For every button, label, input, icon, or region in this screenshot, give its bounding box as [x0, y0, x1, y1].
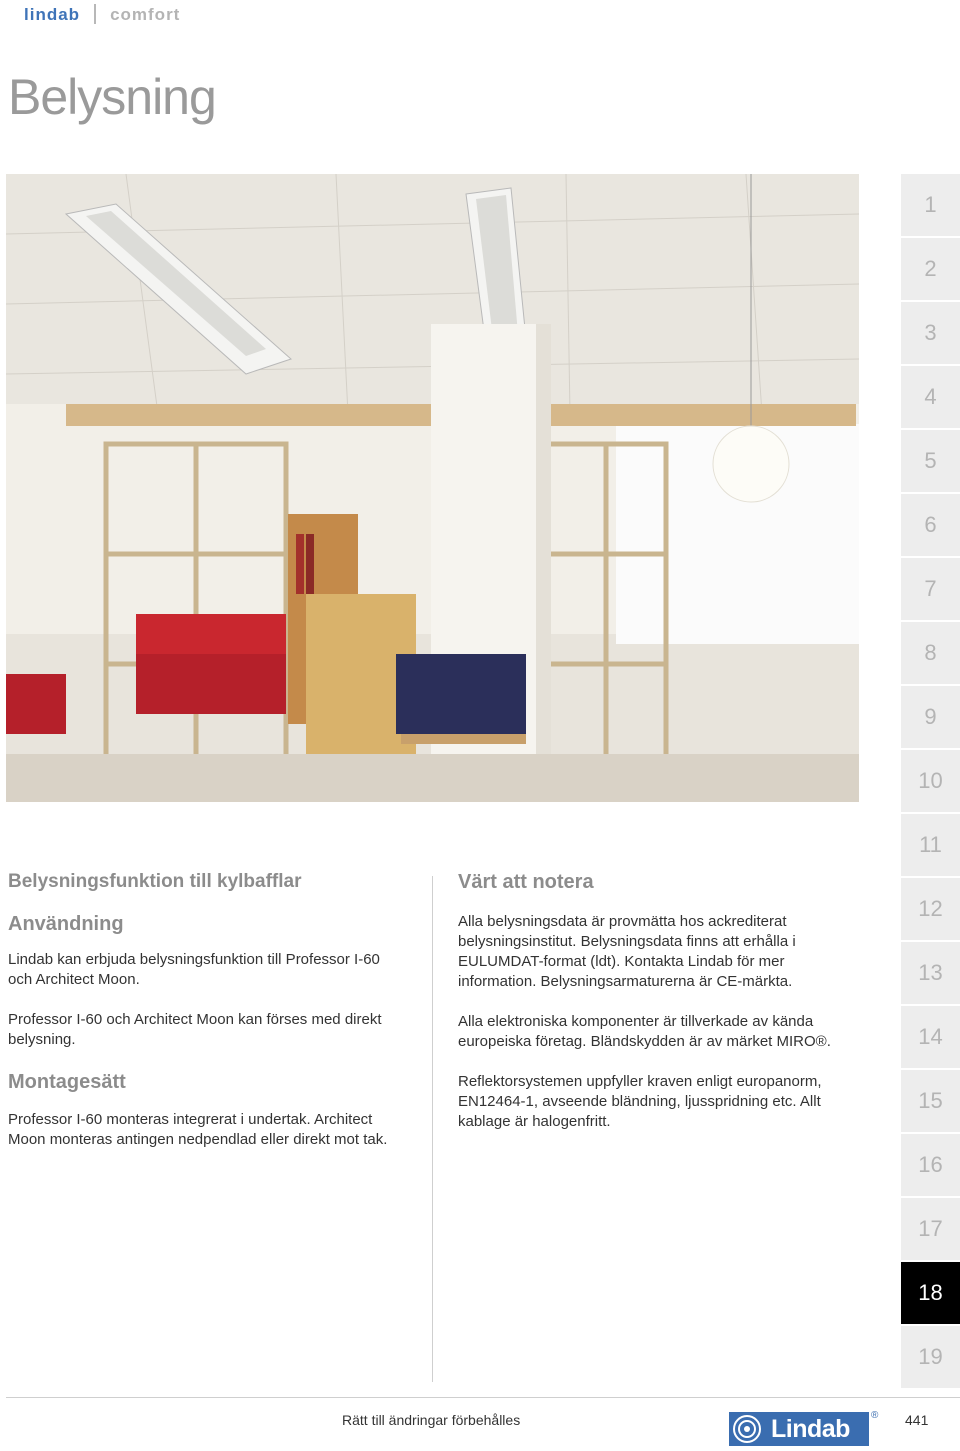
- chapter-tab-17[interactable]: 17: [901, 1198, 960, 1260]
- mounting-paragraph: Professor I-60 monteras integrerat i undertak. Architect Moon monteras antingen nedpendlad eller direkt mot tak.: [8, 1111, 388, 1148]
- notes-paragraph-2: Alla elektroniska komponenter är tillverkade av kända europeiska företag. Bländskydden är av märket MIRO®.: [458, 1013, 831, 1050]
- chapter-tab-13[interactable]: 13: [901, 942, 960, 1004]
- chapter-tabs: [901, 174, 960, 1390]
- column-divider: [432, 876, 433, 1382]
- lindab-logo-icon: [729, 1412, 765, 1446]
- brand-separator: [94, 4, 96, 24]
- office-photo: [6, 174, 859, 802]
- chapter-tab-14[interactable]: 14: [901, 1006, 960, 1068]
- notes-paragraph-3: Reflektorsystemen uppfyller kraven enligt europanorm, EN12464-1, avseende bländning, ljusspridning etc. Allt kablage är halogenfritt.: [458, 1073, 822, 1130]
- chapter-tab-15[interactable]: 15: [901, 1070, 960, 1132]
- brand-header: [24, 4, 180, 25]
- mounting-heading: Montagesätt: [8, 1071, 126, 1093]
- chapter-tab-1[interactable]: 1: [901, 174, 960, 236]
- chapter-tab-8[interactable]: 8: [901, 622, 960, 684]
- usage-paragraph-2: Professor I-60 och Architect Moon kan förses med direkt belysning.: [8, 1011, 382, 1048]
- section-name: comfort: [110, 5, 181, 24]
- page-number: 441: [905, 1412, 929, 1428]
- chapter-tab-11[interactable]: 11: [901, 814, 960, 876]
- chapter-tab-6[interactable]: 6: [901, 494, 960, 556]
- chapter-tab-9[interactable]: 9: [901, 686, 960, 748]
- left-column: [8, 872, 408, 1150]
- chapter-tab-3[interactable]: 3: [901, 302, 960, 364]
- footer-divider: [6, 1397, 960, 1398]
- chapter-tab-5[interactable]: 5: [901, 430, 960, 492]
- footer-notice: Rätt till ändringar förbehålles: [342, 1412, 521, 1428]
- registered-mark: ®: [871, 1410, 879, 1421]
- chapter-tab-16[interactable]: 16: [901, 1134, 960, 1196]
- chapter-tab-7[interactable]: 7: [901, 558, 960, 620]
- chapter-tab-4[interactable]: 4: [901, 366, 960, 428]
- chapter-tab-10[interactable]: 10: [901, 750, 960, 812]
- usage-heading: Användning: [8, 913, 124, 935]
- chapter-tab-12[interactable]: 12: [901, 878, 960, 940]
- notes-paragraph-1: Alla belysningsdata är provmätta hos ackrediterat belysningsinstitut. Belysningsdata finns att erhålla i EULUMDAT-format (ldt). Kontakta Lindab för mer information. Belysningsarmaturerna är CE-märkta.: [458, 913, 796, 990]
- right-column: [458, 872, 860, 1132]
- usage-paragraph-1: Lindab kan erbjuda belysningsfunktion till Professor I-60 och Architect Moon.: [8, 951, 380, 988]
- chapter-tab-18[interactable]: 18: [901, 1262, 960, 1324]
- page-title: Belysning: [8, 69, 216, 125]
- lindab-logo-text: Lindab: [765, 1412, 869, 1446]
- chapter-tab-19[interactable]: 19: [901, 1326, 960, 1388]
- notes-heading: Värt att notera: [458, 871, 594, 893]
- chapter-tab-2[interactable]: 2: [901, 238, 960, 300]
- brand-name: lindab: [24, 5, 81, 24]
- section-heading: Belysningsfunktion till kylbafflar: [8, 871, 302, 892]
- lindab-logo: [729, 1412, 869, 1446]
